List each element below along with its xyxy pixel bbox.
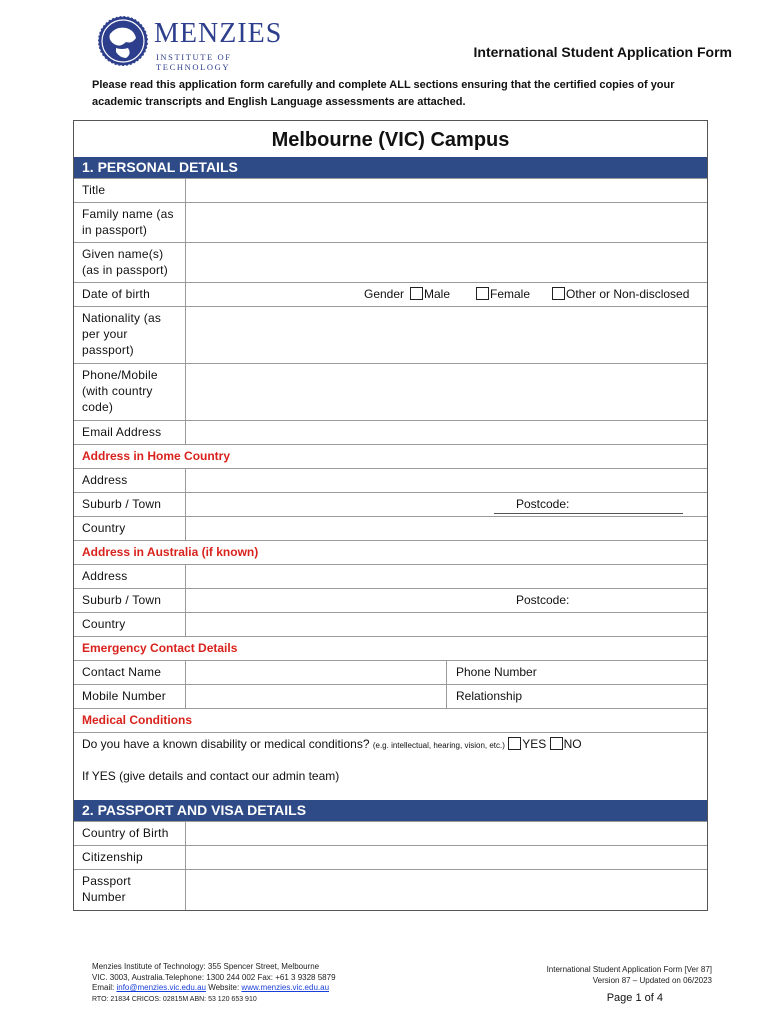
medical-heading-row [74, 708, 707, 732]
dob-gender-row [74, 282, 707, 306]
intro-line-1: Please read this application form carefully and complete ALL sections ensuring that the certified copies of your [92, 79, 675, 91]
footer-website-label: Website: [208, 983, 240, 992]
footer-version [547, 965, 712, 986]
title-label: Title [82, 183, 106, 197]
home-country-field[interactable] [185, 517, 707, 540]
country-of-birth-field[interactable] [185, 822, 707, 845]
home-country-row [74, 516, 707, 540]
medical-examples: (e.g. intellectual, hearing, vision, etc.) [372, 741, 505, 750]
phone-number-label: Phone Number [456, 665, 537, 679]
footer-line-3 [92, 983, 336, 994]
passport-number-label: Passport Number [82, 874, 131, 904]
relationship-label: Relationship [456, 689, 523, 703]
home-address-heading-row [74, 444, 707, 468]
phone-label: Phone/Mobile (with country code) [82, 368, 158, 414]
aus-suburb-field[interactable] [185, 589, 707, 612]
application-form [73, 120, 708, 911]
footer-email-label: Email: [92, 983, 115, 992]
country-of-birth-row [74, 821, 707, 845]
aus-country-label: Country [82, 617, 126, 631]
logo-name: MENZIES [154, 18, 283, 49]
footer-form-version: International Student Application Form [Ver 87] [546, 965, 712, 974]
family-name-row [74, 202, 707, 242]
home-country-label: Country [82, 521, 126, 535]
aus-postcode-label: Postcode: [516, 593, 570, 607]
other-label: Other or Non-disclosed [566, 287, 690, 301]
aus-country-field[interactable] [185, 613, 707, 636]
aus-address-label: Address [82, 569, 128, 583]
passport-number-field[interactable] [185, 870, 707, 910]
nationality-label: Nationality (as per your passport) [82, 311, 162, 357]
family-name-field[interactable] [185, 203, 707, 242]
campus-title: Melbourne (VIC) Campus [271, 129, 510, 151]
medical-no-checkbox[interactable] [550, 737, 563, 750]
logo-subtitle: INSTITUTE OF TECHNOLOGY [156, 52, 232, 72]
nationality-row [74, 306, 707, 363]
emergency-divider [446, 685, 447, 708]
emergency-heading-row [74, 636, 707, 660]
female-label: Female [490, 287, 531, 301]
footer-updated: Version 87 – Updated on 06/2023 [592, 975, 712, 985]
section-passport-visa: 2. PASSPORT AND VISA DETAILS [74, 800, 707, 821]
nationality-field[interactable] [185, 307, 707, 363]
medical-question-text: Do you have a known disability or medical conditions? [82, 737, 370, 751]
medical-no-label: NO [563, 737, 582, 751]
phone-row [74, 363, 707, 420]
email-field[interactable] [185, 421, 707, 444]
home-address-heading: Address in Home Country [82, 449, 231, 463]
form-title: International Student Application Form [473, 44, 732, 60]
citizenship-label: Citizenship [82, 850, 143, 864]
home-address-label: Address [82, 473, 128, 487]
male-label: Male [424, 287, 451, 301]
gender-label: Gender [364, 287, 405, 301]
phone-field[interactable] [185, 364, 707, 420]
citizenship-row [74, 845, 707, 869]
male-checkbox[interactable] [410, 287, 423, 300]
aus-suburb-row [74, 588, 707, 612]
medical-details-label: If YES (give details and contact our admin team) [82, 769, 340, 783]
menzies-logo [96, 14, 296, 70]
female-checkbox[interactable] [476, 287, 489, 300]
dob-field[interactable] [185, 283, 707, 306]
passport-number-row [74, 869, 707, 910]
citizenship-field[interactable] [185, 846, 707, 869]
email-label: Email Address [82, 425, 162, 439]
mobile-row [74, 684, 707, 708]
home-postcode-line [494, 513, 683, 514]
home-address-row [74, 468, 707, 492]
given-names-row [74, 242, 707, 282]
family-name-label: Family name (as in passport) [82, 207, 174, 237]
globe-emblem-icon [96, 14, 150, 68]
footer-line-1: Menzies Institute of Technology: 355 Spencer Street, Melbourne [92, 962, 320, 971]
dob-label: Date of birth [82, 287, 150, 301]
aus-address-row [74, 564, 707, 588]
country-of-birth-label: Country of Birth [82, 826, 169, 840]
mobile-number-label: Mobile Number [82, 689, 166, 703]
gender-male-option[interactable] [410, 286, 450, 302]
email-row [74, 420, 707, 444]
medical-question [82, 736, 582, 754]
footer-website-link[interactable]: www.menzies.vic.edu.au [241, 983, 330, 992]
medical-yes-label: YES [522, 737, 547, 751]
given-names-field[interactable] [185, 243, 707, 282]
section-personal-details: 1. PERSONAL DETAILS [74, 157, 707, 178]
medical-heading: Medical Conditions [82, 713, 193, 727]
aus-suburb-label: Suburb / Town [82, 593, 162, 607]
footer-address [92, 962, 336, 994]
intro-text [92, 77, 712, 111]
footer-email-link[interactable]: info@menzies.vic.edu.au [116, 983, 206, 992]
emergency-divider [446, 661, 447, 684]
emergency-heading: Emergency Contact Details [82, 641, 238, 655]
aus-country-row [74, 612, 707, 636]
aus-address-field[interactable] [185, 565, 707, 588]
contact-name-label: Contact Name [82, 665, 162, 679]
aus-address-heading: Address in Australia (if known) [82, 545, 259, 559]
contact-name-row [74, 660, 707, 684]
home-suburb-label: Suburb / Town [82, 497, 162, 511]
footer-line-2: VIC. 3003, Australia.Telephone: 1300 244 002 Fax: +61 3 9328 5879 [92, 972, 336, 982]
page-number: Page 1 of 4 [606, 992, 663, 1004]
gender-other-option[interactable] [552, 286, 689, 302]
other-checkbox[interactable] [552, 287, 565, 300]
home-address-field[interactable] [185, 469, 707, 492]
gender-female-option[interactable] [476, 286, 530, 302]
footer-rto: RTO: 21834 CRICOS: 02815M ABN: 53 120 653 910 [92, 996, 257, 1003]
home-suburb-row [74, 492, 707, 516]
medical-yes-checkbox[interactable] [508, 737, 521, 750]
title-field[interactable] [185, 179, 707, 202]
medical-row [74, 732, 707, 799]
intro-line-2: academic transcripts and English Language assessments are attached. [92, 96, 466, 108]
aus-address-heading-row [74, 540, 707, 564]
home-postcode-label: Postcode: [516, 497, 570, 511]
title-row [74, 178, 707, 202]
given-names-label: Given name(s) (as in passport) [82, 247, 168, 277]
